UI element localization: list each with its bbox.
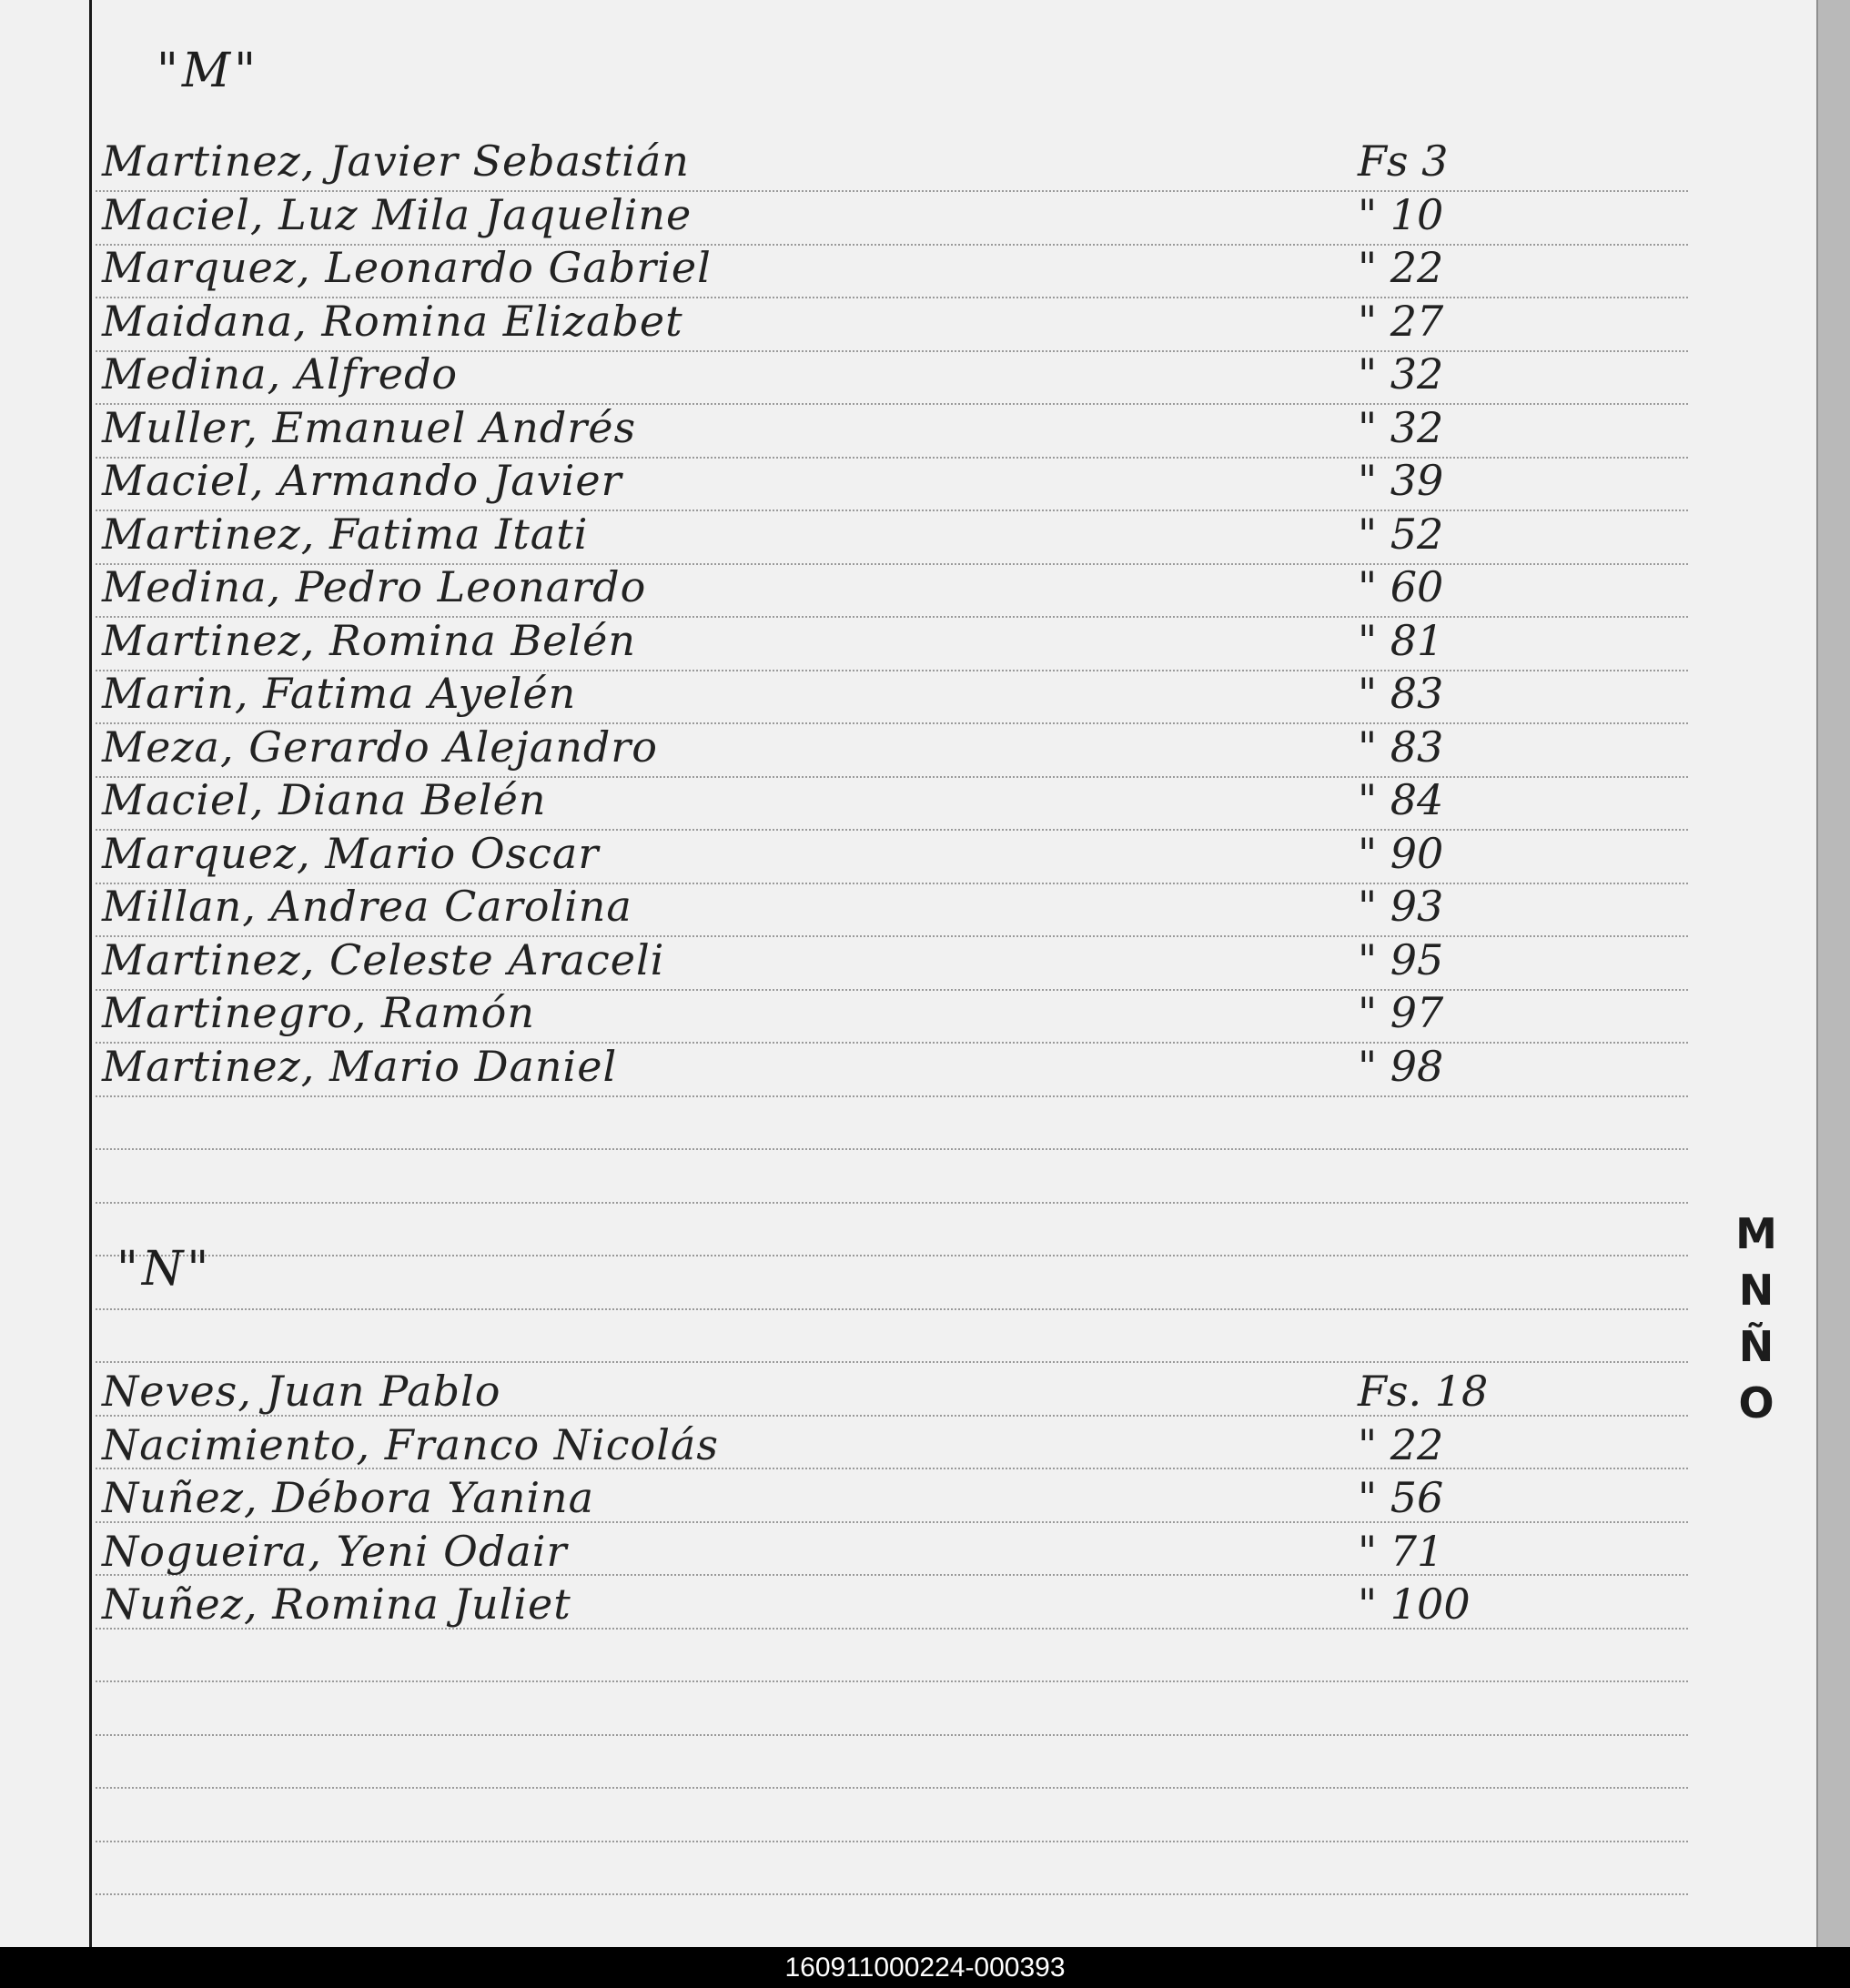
entry-folio: " 22 — [1358, 1420, 1444, 1469]
entry-name: Martinegro, Ramón — [102, 988, 535, 1037]
entry-name: Maciel, Armando Javier — [102, 456, 622, 505]
entry-name: Nuñez, Débora Yanina — [102, 1473, 595, 1522]
entry-folio: " 81 — [1358, 616, 1444, 665]
entry-name: Maciel, Diana Belén — [102, 775, 547, 824]
entry-folio: " 83 — [1358, 722, 1444, 772]
alphabet-tab-index — [1734, 1206, 1779, 1431]
section-heading-n: "N" — [116, 1242, 213, 1297]
ruled-line — [96, 1787, 1688, 1789]
entry-folio: Fs. 18 — [1358, 1367, 1489, 1416]
tab-letter: O — [1738, 1378, 1774, 1428]
ruled-line — [96, 1148, 1688, 1150]
entry-folio: " 90 — [1358, 829, 1444, 878]
entry-folio: " 10 — [1358, 190, 1444, 239]
entry-folio: " 71 — [1358, 1527, 1444, 1576]
index-entry — [102, 775, 1558, 830]
index-entry — [102, 935, 1558, 990]
entry-folio: " 52 — [1358, 510, 1444, 559]
index-entry — [102, 988, 1558, 1043]
entry-name: Neves, Juan Pablo — [102, 1367, 501, 1416]
entry-name: Marquez, Mario Oscar — [102, 829, 600, 878]
index-entry — [102, 1367, 1558, 1421]
entry-folio: Fs 3 — [1358, 136, 1449, 186]
entry-name: Martinez, Celeste Araceli — [102, 935, 665, 984]
index-entry — [102, 136, 1558, 191]
ruled-line — [96, 1202, 1688, 1204]
entry-folio: " 100 — [1358, 1579, 1471, 1629]
entry-name: Maciel, Luz Mila Jaqueline — [102, 190, 692, 239]
section-heading-m: "M" — [157, 44, 260, 98]
entry-folio: " 97 — [1358, 988, 1444, 1037]
entry-folio: " 93 — [1358, 882, 1444, 931]
index-entry — [102, 1042, 1558, 1096]
entry-name: Medina, Pedro Leonardo — [102, 562, 647, 611]
entry-name: Millan, Andrea Carolina — [102, 882, 632, 931]
index-entry — [102, 829, 1558, 883]
entry-folio: " 39 — [1358, 456, 1444, 505]
index-entry — [102, 1579, 1558, 1634]
ruled-line — [96, 1734, 1688, 1736]
ruled-line — [96, 1841, 1688, 1842]
index-entry — [102, 510, 1558, 564]
index-entry — [102, 403, 1558, 458]
entry-name: Nacimiento, Franco Nicolás — [102, 1420, 719, 1469]
index-entry — [102, 616, 1558, 671]
tab-letter: Ñ — [1738, 1322, 1774, 1371]
entry-name: Marquez, Leonardo Gabriel — [102, 243, 712, 292]
index-entry — [102, 722, 1558, 777]
ruled-line — [96, 1361, 1688, 1363]
entry-name: Martinez, Fatima Itati — [102, 510, 589, 559]
entry-folio: " 27 — [1358, 297, 1444, 346]
index-entry — [102, 669, 1558, 723]
entry-name: Martinez, Javier Sebastián — [102, 136, 690, 186]
entry-name: Nogueira, Yeni Odair — [102, 1527, 568, 1576]
entry-folio: " 32 — [1358, 403, 1444, 452]
entry-folio: " 22 — [1358, 243, 1444, 292]
entry-name: Maidana, Romina Elizabet — [102, 297, 683, 346]
entry-name: Meza, Gerardo Alejandro — [102, 722, 658, 772]
entry-folio: " 84 — [1358, 775, 1444, 824]
entry-name: Medina, Alfredo — [102, 349, 459, 399]
ruled-line — [96, 1680, 1688, 1682]
index-entry — [102, 349, 1558, 404]
ruled-line — [96, 1308, 1688, 1310]
entry-name: Muller, Emanuel Andrés — [102, 403, 637, 452]
index-entry — [102, 1420, 1558, 1475]
entry-folio: " 83 — [1358, 669, 1444, 718]
index-entry — [102, 1527, 1558, 1581]
tab-letter: N — [1738, 1266, 1774, 1315]
entry-folio: " 60 — [1358, 562, 1444, 611]
document-id: 160911000224-000393 — [784, 1953, 1066, 1983]
tab-letter: M — [1735, 1209, 1777, 1258]
binding-strip — [1818, 0, 1850, 1947]
entry-folio: " 32 — [1358, 349, 1444, 399]
entry-folio: " 98 — [1358, 1042, 1444, 1091]
entry-name: Marin, Fatima Ayelén — [102, 669, 577, 718]
index-entry — [102, 1473, 1558, 1528]
ruled-line — [96, 1893, 1688, 1895]
entry-name: Martinez, Romina Belén — [102, 616, 636, 665]
entry-name: Nuñez, Romina Juliet — [102, 1579, 571, 1629]
index-entry — [102, 297, 1558, 351]
entry-folio: " 56 — [1358, 1473, 1444, 1522]
index-entry — [102, 882, 1558, 936]
index-entry — [102, 243, 1558, 298]
entry-name: Martinez, Mario Daniel — [102, 1042, 618, 1091]
entry-folio: " 95 — [1358, 935, 1444, 984]
index-entry — [102, 562, 1558, 617]
margin-line — [89, 0, 92, 1947]
index-entry — [102, 190, 1558, 245]
index-entry — [102, 456, 1558, 510]
ruled-line — [96, 1255, 1688, 1256]
